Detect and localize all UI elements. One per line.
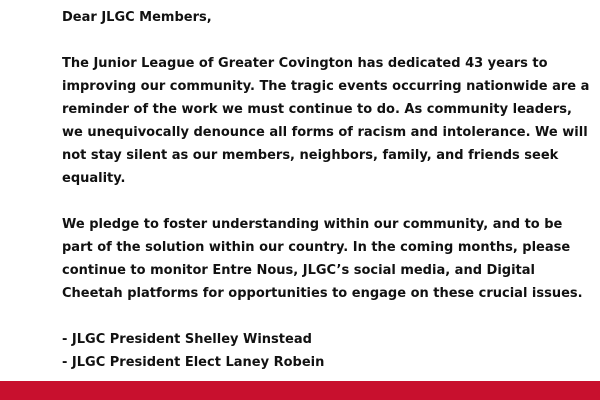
signature-president: - JLGC President Shelley Winstead bbox=[62, 332, 312, 347]
accent-bar bbox=[0, 381, 600, 400]
letter-paragraph-1: The Junior League of Greater Covington has dedicated 43 years to improving our community. The tragic events occurring nationwide are a reminder of the work we must continue to do. As community leaders, we unequivocally denounce all forms of racism and intolerance. We will not stay silent as our members, neighbors, family, and friends seek equality. bbox=[62, 56, 590, 186]
spacer bbox=[62, 305, 592, 328]
letter-paragraph-2: We pledge to foster understanding within our community, and to be part of the solution within our country. In the coming months, please continue to monitor Entre Nous, JLGC’s social media, and Digital Cheetah platforms for opportunities to engage on these crucial issues. bbox=[62, 217, 583, 301]
signature-president-elect: - JLGC President Elect Laney Robein bbox=[62, 355, 325, 370]
letter-greeting: Dear JLGC Members, bbox=[62, 10, 212, 25]
letter-body bbox=[62, 6, 592, 374]
spacer bbox=[62, 190, 592, 213]
spacer bbox=[62, 29, 592, 52]
